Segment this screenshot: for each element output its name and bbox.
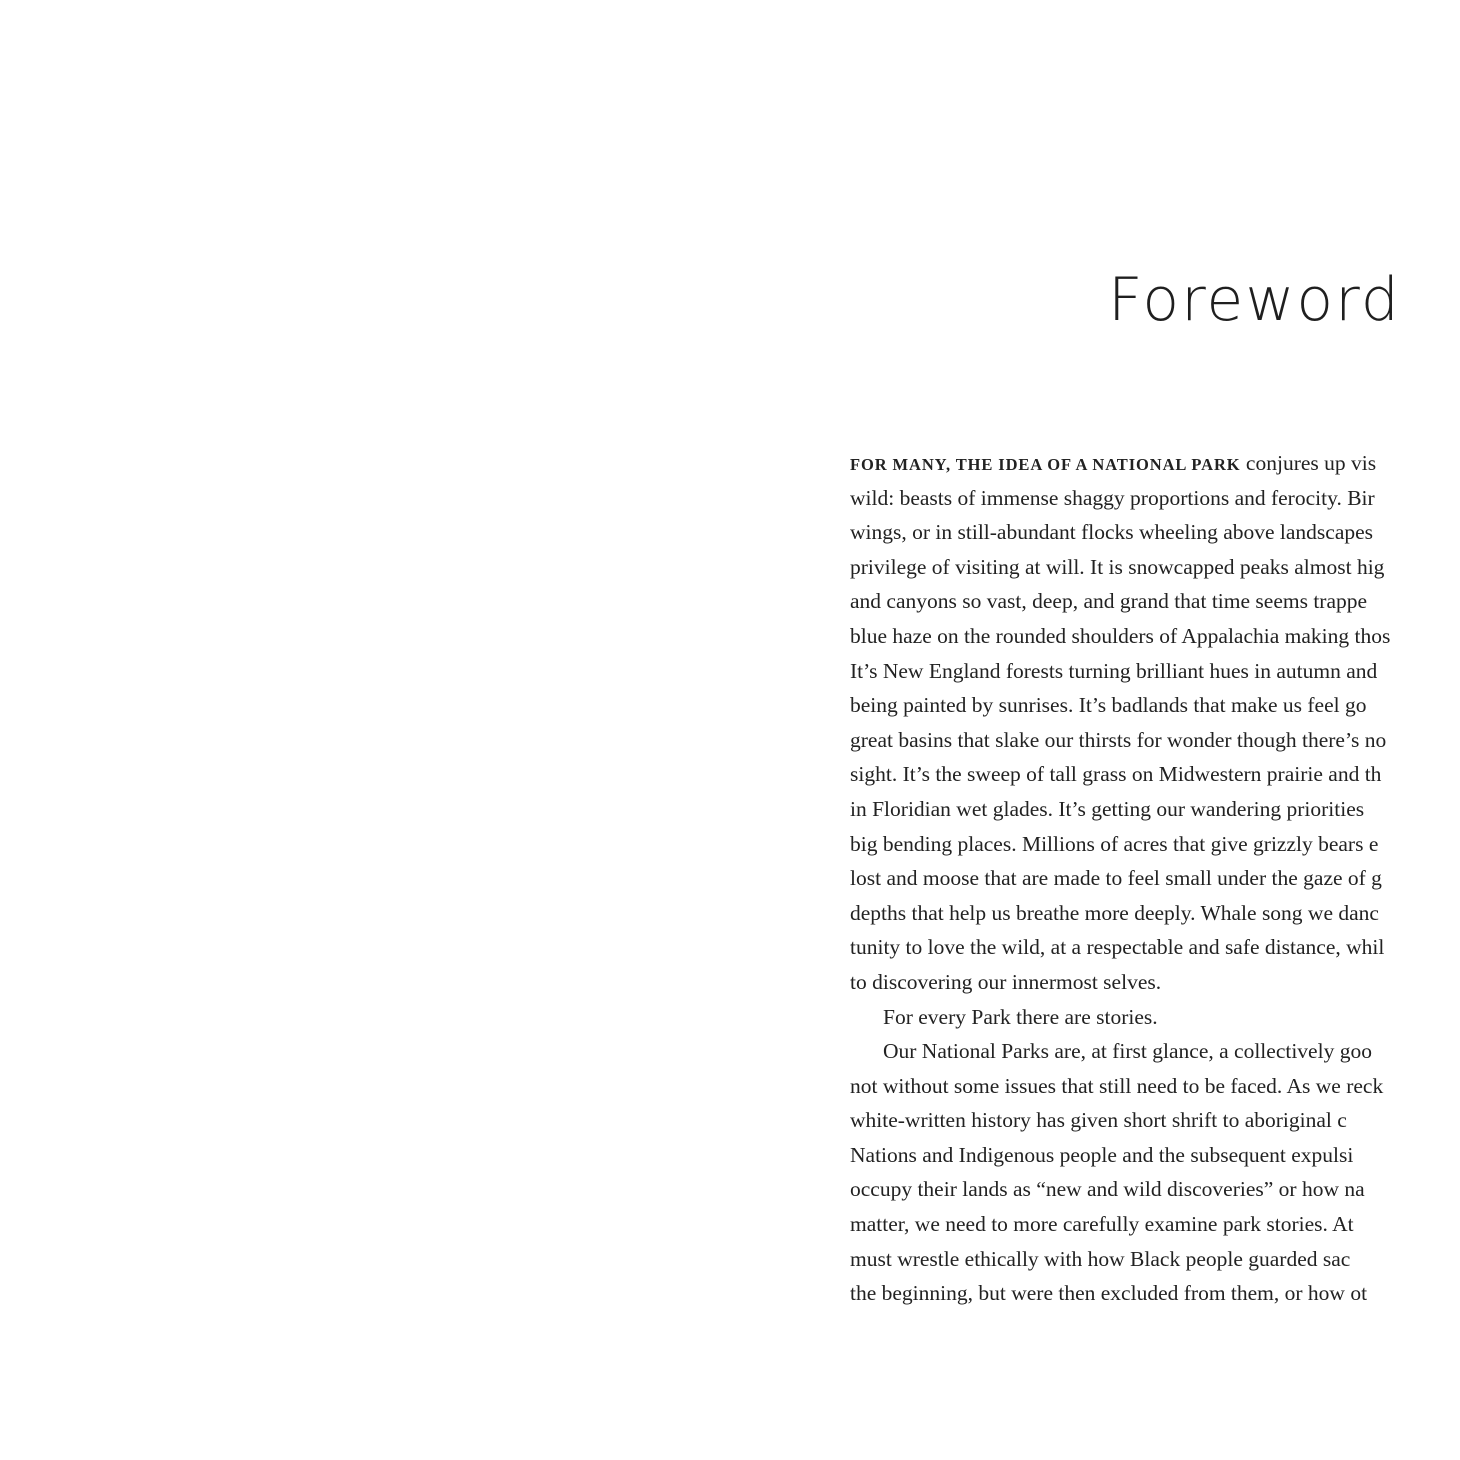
body-line: matter, we need to more carefully examine park stories. At — [850, 1212, 1354, 1237]
body-line: in Floridian wet glades. It’s getting our wandering priorities — [850, 796, 1365, 821]
body-line: privilege of visiting at will. It is snowcapped peaks almost hig — [850, 554, 1385, 579]
body-line: not without some issues that still need to be faced. As we reck — [850, 1073, 1384, 1098]
body-line: big bending places. Millions of acres that give grizzly bears e — [850, 831, 1379, 856]
body-line: lost and moose that are made to feel small under the gaze of g — [850, 866, 1382, 891]
body-line: being painted by sunrises. It’s badlands that make us feel go — [850, 693, 1367, 718]
body-line: to discovering our innermost selves. — [850, 969, 1162, 994]
body-line: tunity to love the wild, at a respectable and safe distance, whil — [850, 935, 1385, 960]
paragraph-three-first-line: Our National Parks are, at first glance, a collectively goo — [883, 1039, 1372, 1064]
body-line: Nations and Indigenous people and the subsequent expulsi — [850, 1142, 1354, 1167]
body-line: occupy their lands as “new and wild discoveries” or how na — [850, 1177, 1365, 1202]
body-line: white-written history has given short shrift to aboriginal c — [850, 1108, 1347, 1133]
body-line: wings, or in still-abundant flocks wheeling above landscapes — [850, 520, 1374, 545]
body-line: sight. It’s the sweep of tall grass on Midwestern prairie and th — [850, 762, 1382, 787]
body-line: wild: beasts of immense shaggy proportions and ferocity. Bir — [850, 485, 1375, 510]
body-line: and canyons so vast, deep, and grand that time seems trappe — [850, 589, 1368, 614]
body-line: blue haze on the rounded shoulders of Appalachia making thos — [850, 623, 1391, 648]
body-line: the beginning, but were then excluded from them, or how ot — [850, 1281, 1368, 1306]
body-line: must wrestle ethically with how Black people guarded sac — [850, 1246, 1351, 1271]
body-line: great basins that slake our thirsts for wonder though there’s no — [850, 727, 1387, 752]
page-title: Foreword — [1108, 265, 1401, 335]
lead-in-caps: FOR MANY, THE IDEA OF A NATIONAL PARK — [850, 455, 1241, 474]
lead-in-continuation: conjures up vis — [1240, 451, 1377, 475]
body-line: depths that help us breathe more deeply. Whale song we danc — [850, 900, 1379, 925]
foreword-body — [850, 446, 1460, 1311]
paragraph-two: For every Park there are stories. — [883, 1004, 1158, 1029]
body-line: It’s New England forests turning brilliant hues in autumn and — [850, 658, 1378, 683]
body-line — [850, 446, 1460, 481]
